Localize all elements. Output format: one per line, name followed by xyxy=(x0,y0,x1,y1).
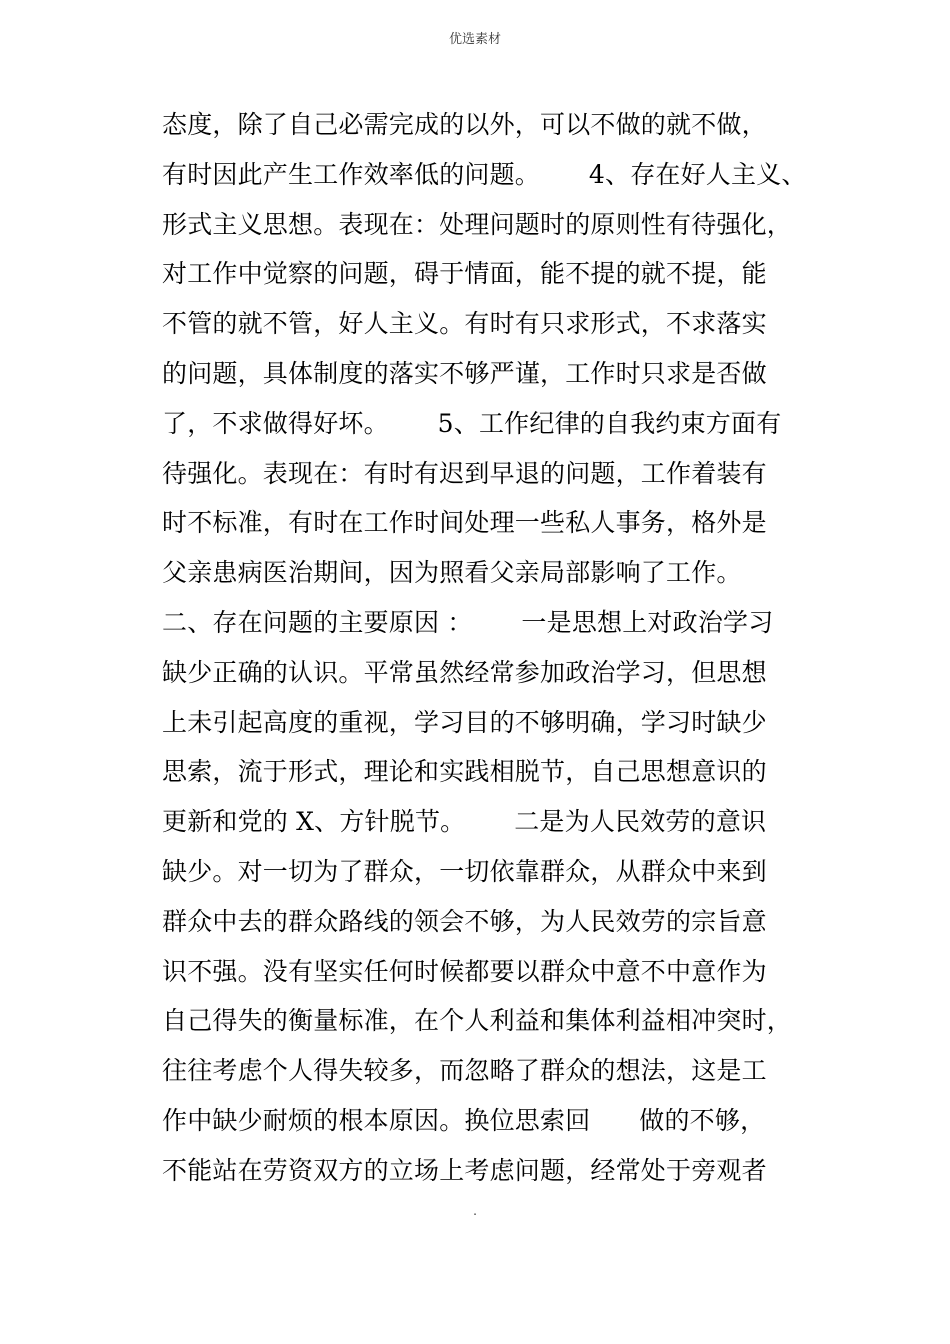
text-line: 的问题，具体制度的落实不够严谨，工作时只求是否做 xyxy=(162,358,767,388)
page-header: 优选素材 xyxy=(448,32,501,47)
text-line: 缺少。对一切为了群众，一切依靠群众，从群众中来到 xyxy=(162,856,767,886)
page-footer-mark: . xyxy=(473,1204,477,1218)
text-line: 态度，除了自己必需完成的以外，可以不做的就不做， xyxy=(162,110,767,139)
text-line: 有时因此产生工作效率低的问题。 4、存在好人主义、 xyxy=(162,159,807,189)
document-body xyxy=(162,100,842,1196)
text-line: 作中缺少耐烦的根本原因。换位思索回 做的不够， xyxy=(162,1105,766,1135)
text-line: 识不强。没有坚实任何时候都要以群众中意不中意作为 xyxy=(162,956,767,986)
text-line: 不管的就不管，好人主义。有时有只求形式，不求落实 xyxy=(162,309,767,339)
text-line: 思索，流于形式，理论和实践相脱节，自己思想意识的 xyxy=(162,757,767,787)
text-line: 形式主义思想。表现在：处理问题时的原则性有待强化， xyxy=(162,209,793,239)
text-line: 时不标准，有时在工作时间处理一些私人事务，格外是 xyxy=(162,508,767,538)
text-line: 父亲患病医治期间，因为照看父亲局部影响了工作。 xyxy=(162,558,742,588)
text-line: 往往考虑个人得失较多，而忽略了群众的想法，这是工 xyxy=(162,1056,767,1086)
text-line: 二、存在问题的主要原因 ： 一是思想上对政治学习 xyxy=(162,607,774,637)
text-line: 待强化。表现在：有时有迟到早退的问题，工作着装有 xyxy=(162,458,767,488)
text-line: 对工作中觉察的问题，碍于情面，能不提的就不提，能 xyxy=(162,259,767,289)
text-line: 更新和党的 X、方针脱节。 二是为人民效劳的意识 xyxy=(162,807,767,837)
text-line: 缺少正确的认识。平常虽然经常参加政治学习，但思想 xyxy=(162,657,767,687)
text-line: 自己得失的衡量标准，在个人利益和集体利益相冲突时， xyxy=(162,1006,793,1036)
text-line: 了，不求做得好坏。 5、工作纪律的自我约束方面有 xyxy=(162,408,782,438)
text-line: 上未引起高度的重视，学习目的不够明确，学习时缺少 xyxy=(162,707,767,737)
text-line: 群众中去的群众路线的领会不够，为人民效劳的宗旨意 xyxy=(162,906,767,936)
text-line: 不能站在劳资双方的立场上考虑问题，经常处于旁观者 xyxy=(162,1155,767,1185)
